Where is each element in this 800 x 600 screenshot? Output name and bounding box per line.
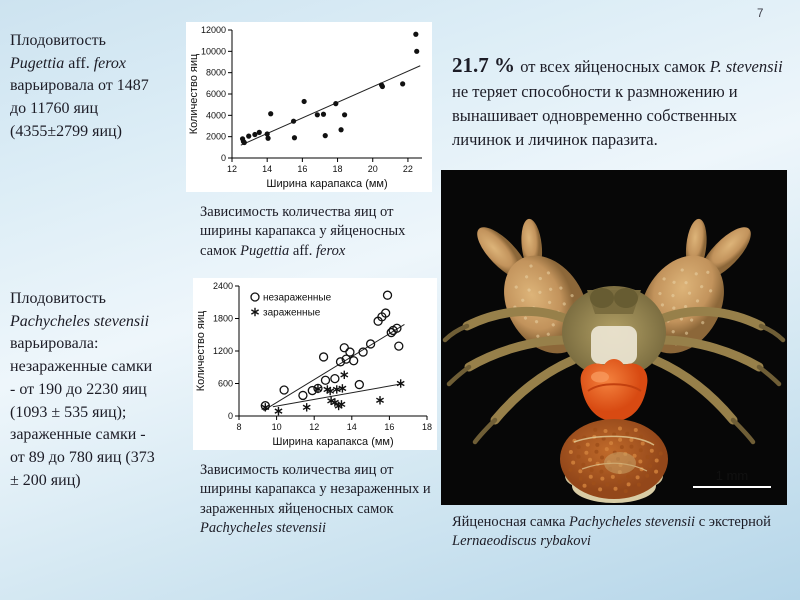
svg-text:0: 0	[227, 411, 233, 421]
scale-bar-label: 1 mm	[715, 468, 749, 483]
svg-text:16: 16	[297, 164, 308, 174]
svg-text:1800: 1800	[212, 313, 233, 324]
svg-text:2000: 2000	[205, 131, 226, 142]
chart1-caption: Зависимость количества яиц от ширины карапакса у яйценосных самок Pugettia aff. ferox	[200, 204, 406, 259]
crab-photo-illustration	[441, 170, 787, 505]
svg-text:4000: 4000	[205, 110, 226, 121]
svg-text:1200: 1200	[212, 346, 233, 356]
svg-text:зараженные: зараженные	[263, 307, 321, 319]
svg-text:0: 0	[220, 153, 226, 163]
svg-text:незараженные: незараженные	[263, 292, 332, 304]
pachycheles-fecundity-scatter-chart	[193, 278, 437, 450]
svg-text:12: 12	[226, 164, 238, 174]
svg-text:Количество яиц: Количество яиц	[188, 53, 200, 135]
svg-text:22: 22	[402, 164, 413, 174]
pugettia-fecundity-chart-panel	[186, 22, 432, 192]
chart2-caption: Зависимость количества яиц от ширины карапакса у незараженных и зараженных яйценосных самок Pachycheles stevensii	[200, 462, 431, 536]
text-fecundity-pugettia: Плодовитость Pugettia aff. ferox варьировала от 1487 до 11760 яиц (4355±2799 яиц)	[10, 32, 149, 140]
text-fecundity-pachycheles: Плодовитость Pachycheles stevensii варьировала: незараженные самки - от 190 до 2230 яиц (1093 ± 535 яиц); зараженные самки - от 89 до 780 яиц (373 ± 200 яиц)	[10, 290, 155, 489]
pachycheles-fecundity-chart-panel	[193, 278, 437, 450]
svg-text:12000: 12000	[200, 25, 226, 35]
photo-caption: Яйценосная самка Pachycheles stevensii с экстерной Lernaeodiscus rybakovi	[452, 514, 771, 550]
svg-text:600: 600	[217, 378, 233, 389]
svg-text:8000: 8000	[205, 67, 226, 78]
svg-text:14: 14	[262, 164, 273, 174]
pugettia-fecundity-scatter-chart	[186, 22, 432, 192]
crab-photo	[441, 170, 787, 505]
svg-text:Количество яиц: Количество яиц	[195, 310, 207, 392]
svg-text:2400: 2400	[212, 281, 233, 291]
svg-text:8: 8	[236, 422, 242, 432]
svg-text:10000: 10000	[200, 46, 226, 57]
svg-text:16: 16	[384, 422, 395, 432]
stat-paragraph: 21.7 % от всех яйценосных самок P. stevensii не теряет способности к размножению и вынашивает одновременно собственных личинок и личинок паразита.	[452, 53, 783, 150]
svg-text:10: 10	[271, 422, 282, 432]
svg-text:Ширина карапакса (мм): Ширина карапакса (мм)	[272, 436, 394, 448]
svg-text:18: 18	[332, 164, 343, 174]
svg-text:18: 18	[421, 422, 433, 432]
svg-text:20: 20	[367, 164, 378, 174]
svg-text:14: 14	[346, 422, 357, 432]
svg-text:Ширина карапакса (мм): Ширина карапакса (мм)	[266, 178, 388, 190]
page-number: 7	[757, 8, 764, 20]
svg-text:6000: 6000	[205, 89, 226, 99]
svg-text:12: 12	[309, 422, 320, 432]
